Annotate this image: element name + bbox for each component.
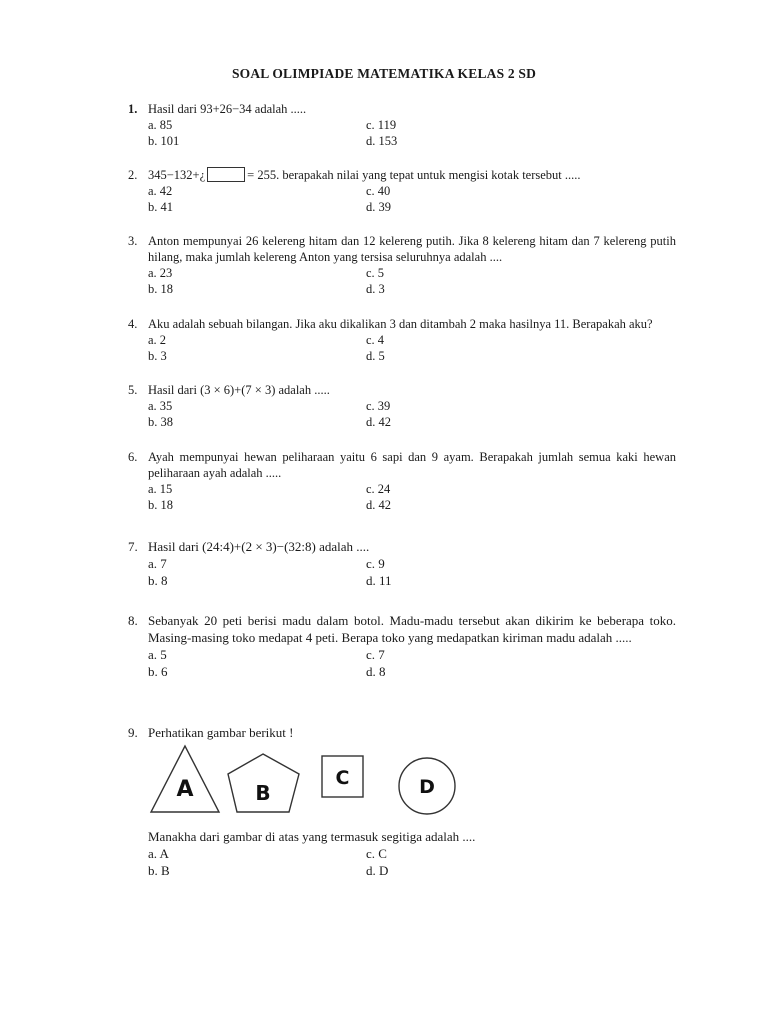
shapes-figure <box>148 740 478 820</box>
option-c: c. 40 <box>366 184 391 198</box>
question-text: Hasil dari (24:4)+(2 × 3)−(32:8) adalah .... <box>148 539 370 554</box>
question-number: 9. <box>128 725 138 740</box>
option-c: c. 7 <box>366 647 385 662</box>
question-text: Hasil dari 93+26−34 adalah ..... <box>148 102 307 116</box>
question-number: 2. <box>128 168 138 182</box>
question-7 <box>128 538 676 589</box>
question-text: Anton mempunyai 26 kelereng hitam dan 12 kelereng putih. Jika 8 kelereng hitam dan 7 kelereng putih hilang, maka jumlah kelereng Anton yang tersisa seluruhnya adalah .... <box>148 234 676 264</box>
option-c: c. 9 <box>366 556 385 571</box>
shape-label-d: D <box>419 776 435 798</box>
question-2 <box>128 167 676 215</box>
triangle-shape-a <box>151 746 219 812</box>
option-b: b. 41 <box>148 200 173 214</box>
answer-options <box>148 555 676 589</box>
option-b: b. 6 <box>148 664 168 679</box>
question-number: 5. <box>128 383 138 397</box>
option-d: d. 153 <box>366 134 398 148</box>
answer-options <box>148 646 676 680</box>
answer-options <box>148 265 676 297</box>
question-number: 3. <box>128 234 138 248</box>
question-4 <box>128 316 676 364</box>
question-3 <box>128 233 676 297</box>
question-text: Perhatikan gambar berikut ! <box>148 725 294 740</box>
question-expression: 345−132+¿ <box>148 168 206 182</box>
option-d: d. 5 <box>366 349 385 363</box>
option-b: b. 8 <box>148 573 168 588</box>
question-9-answers <box>128 828 676 879</box>
option-a: a. 2 <box>148 333 167 347</box>
option-b: b. B <box>148 863 170 878</box>
answer-options <box>148 117 676 149</box>
question-number: 1. <box>128 102 138 116</box>
option-a: a. 35 <box>148 399 173 413</box>
question-text: Ayah mempunyai hewan peliharaan yaitu 6 sapi dan 9 ayam. Berapakah jumlah semua kaki hewan peliharaan ayah adalah ..... <box>148 450 676 480</box>
answer-options <box>148 398 676 430</box>
option-b: b. 101 <box>148 134 180 148</box>
shape-label-a: A <box>176 777 194 802</box>
option-d: d. D <box>366 863 389 878</box>
shape-label-c: C <box>335 767 350 789</box>
square-shape-c <box>322 756 363 797</box>
option-b: b. 3 <box>148 349 167 363</box>
option-c: c. C <box>366 846 387 861</box>
answer-options <box>148 481 676 513</box>
question-text: Hasil dari (3 × 6)+(7 × 3) adalah ..... <box>148 383 330 397</box>
option-c: c. 24 <box>366 482 391 496</box>
question-8 <box>128 612 676 680</box>
option-b: b. 18 <box>148 498 173 512</box>
option-a: a. 23 <box>148 266 173 280</box>
worksheet-title: SOAL OLIMPIADE MATEMATIKA KELAS 2 SD <box>231 66 537 81</box>
option-c: c. 5 <box>366 266 385 280</box>
option-a: a. 7 <box>148 556 167 571</box>
question-text: Manakha dari gambar di atas yang termasuk segitiga adalah .... <box>148 829 476 844</box>
option-a: a. A <box>148 846 169 861</box>
option-a: a. 85 <box>148 118 173 132</box>
shape-label-b: B <box>255 781 271 805</box>
option-c: c. 119 <box>366 118 397 132</box>
option-d: d. 3 <box>366 282 385 296</box>
option-b: b. 18 <box>148 282 173 296</box>
question-5 <box>128 382 676 430</box>
question-1 <box>128 101 676 149</box>
question-text: = 255. berapakah nilai yang tepat untuk mengisi kotak tersebut ..... <box>247 168 581 182</box>
question-text: Sebanyak 20 peti berisi madu dalam botol. Madu-madu tersebut akan dikirim ke beberapa toko. Masing-masing toko medapat 4 peti. Berapa toko yang medapatkan kiriman madu adalah ..... <box>148 613 676 645</box>
answer-options <box>148 845 676 879</box>
question-9 <box>128 724 676 741</box>
option-d: d. 42 <box>366 498 391 512</box>
question-text: Aku adalah sebuah bilangan. Jika aku dikalikan 3 dan ditambah 2 maka hasilnya 11. Berapakah aku? <box>148 317 653 331</box>
option-d: d. 42 <box>366 415 391 429</box>
option-b: b. 38 <box>148 415 173 429</box>
option-c: c. 4 <box>366 333 385 347</box>
pentagon-shape-b <box>228 754 299 812</box>
question-number: 4. <box>128 317 138 331</box>
option-c: c. 39 <box>366 399 391 413</box>
option-d: d. 39 <box>366 200 391 214</box>
answer-blank-box <box>207 167 245 182</box>
option-a: a. 42 <box>148 184 173 198</box>
answer-options <box>148 332 676 364</box>
option-a: a. 15 <box>148 482 173 496</box>
option-a: a. 5 <box>148 647 167 662</box>
question-6 <box>128 449 676 513</box>
option-d: d. 11 <box>366 573 392 588</box>
answer-options <box>148 183 676 215</box>
question-number: 8. <box>128 613 138 628</box>
circle-shape-d <box>399 758 455 814</box>
option-d: d. 8 <box>366 664 386 679</box>
question-number: 6. <box>128 450 138 464</box>
question-number: 7. <box>128 539 138 554</box>
